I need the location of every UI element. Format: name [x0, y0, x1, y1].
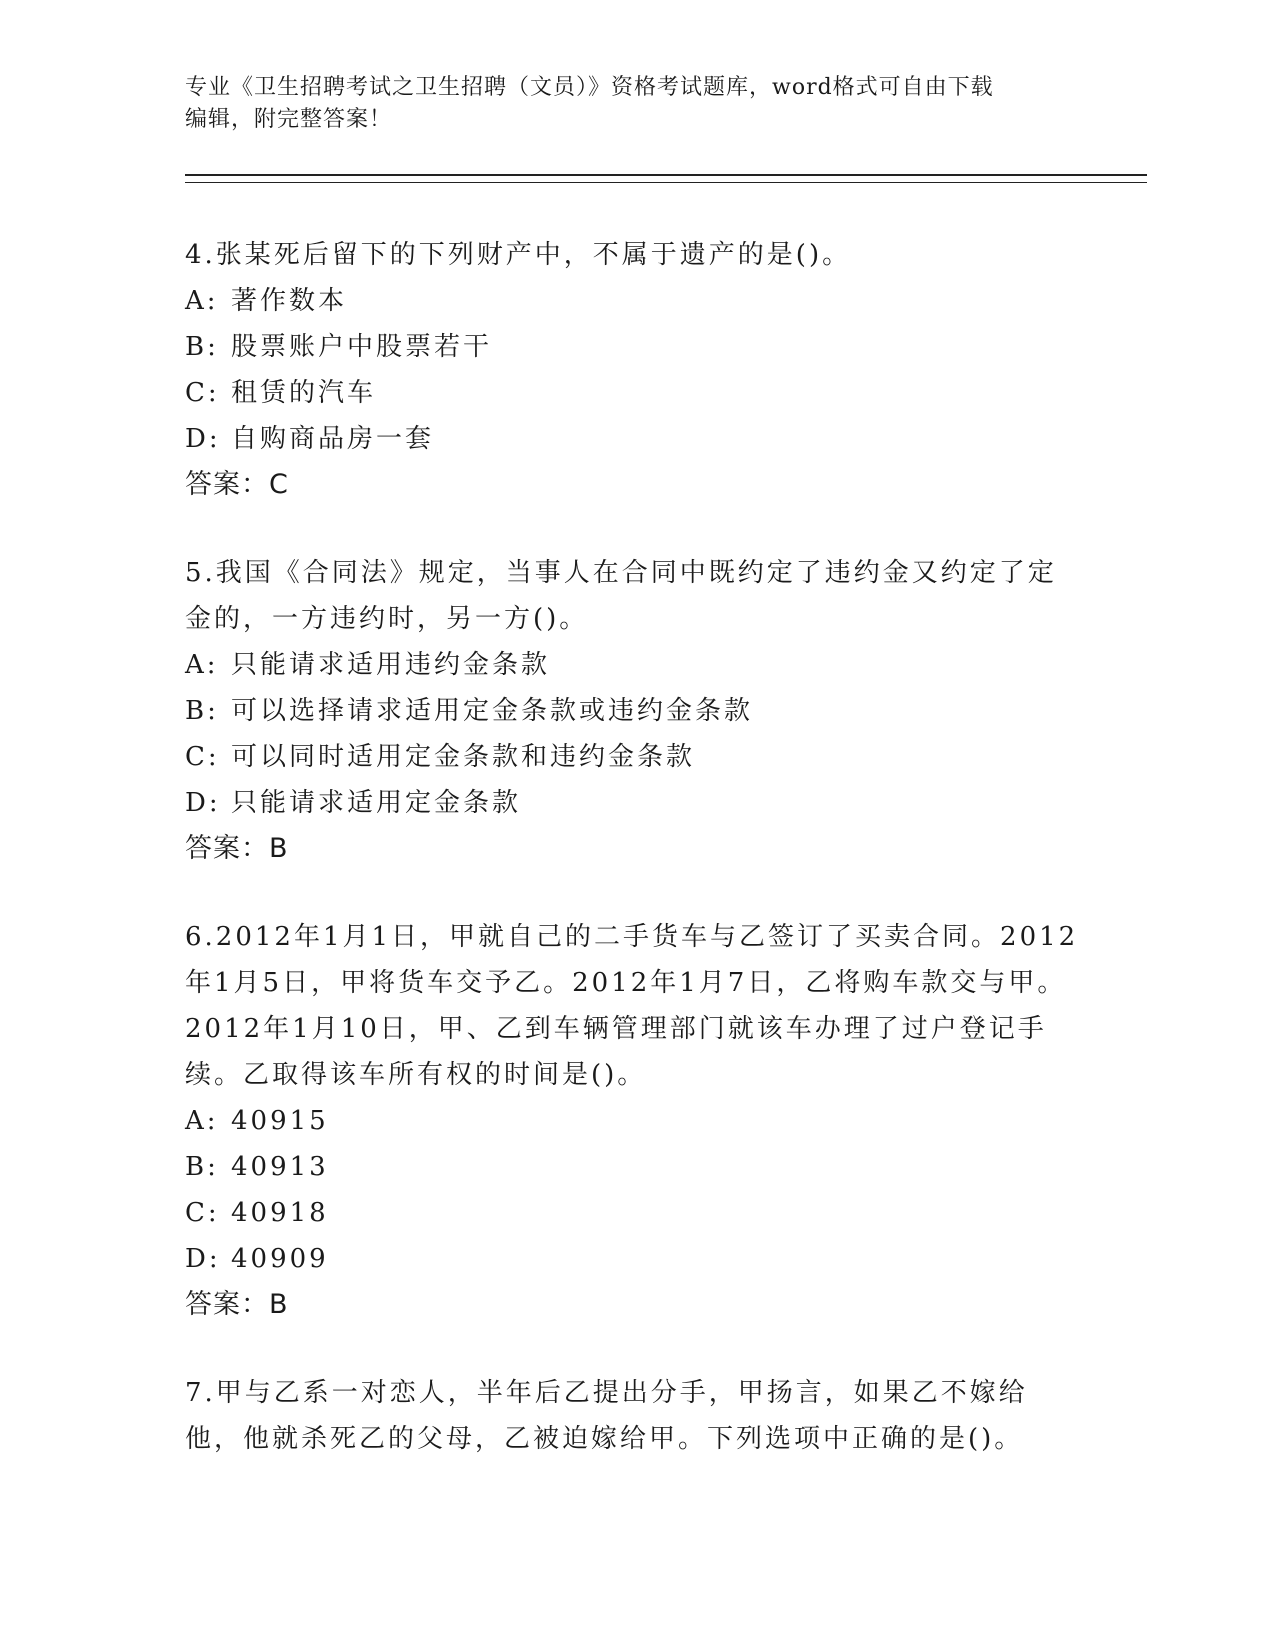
option-b: [185, 1144, 1085, 1190]
option-d: [185, 416, 1085, 462]
option-text: 可以选择请求适用定金条款或违约金条款: [231, 696, 754, 726]
option-letter: D:: [185, 1244, 221, 1274]
option-text: 40909: [231, 1244, 329, 1274]
option-letter: B:: [185, 696, 219, 726]
option-text: 40915: [231, 1106, 329, 1136]
option-letter: B:: [185, 332, 219, 362]
option-text: 只能请求适用定金条款: [231, 788, 522, 818]
answer-line: 答案：C: [185, 469, 289, 500]
question-text: 6.2012年1月1日，甲就自己的二手货车与乙签订了买卖合同。2012年1月5日，甲将货车交予乙。2012年1月7日，乙将购车款交与甲。2012年1月10日，甲、乙到车辆管理部门就该车办理了过户登记手续。乙取得该车所有权的时间是()。: [185, 922, 1079, 1090]
option-a: [185, 278, 1085, 324]
option-text: 可以同时适用定金条款和违约金条款: [231, 742, 696, 772]
option-c: [185, 734, 1085, 780]
option-c: [185, 370, 1085, 416]
question-5: [185, 550, 1085, 872]
option-a: [185, 642, 1085, 688]
option-letter: A:: [185, 650, 219, 680]
option-letter: B:: [185, 1152, 219, 1182]
option-text: 租赁的汽车: [231, 378, 377, 408]
option-b: [185, 324, 1085, 370]
option-letter: C:: [185, 1198, 220, 1228]
option-letter: A:: [185, 286, 219, 316]
option-letter: C:: [185, 378, 220, 408]
option-text: 自购商品房一套: [231, 424, 435, 454]
question-6: [185, 914, 1085, 1328]
question-list: [185, 232, 1085, 1504]
option-letter: A:: [185, 1106, 219, 1136]
option-text: 40918: [231, 1198, 329, 1228]
header-divider: [185, 174, 1147, 183]
question-text: 4.张某死后留下的下列财产中，不属于遗产的是()。: [185, 240, 852, 270]
option-d: [185, 780, 1085, 826]
question-4: [185, 232, 1085, 508]
option-text: 只能请求适用违约金条款: [231, 650, 551, 680]
option-text: 著作数本: [231, 286, 348, 316]
option-text: 40913: [231, 1152, 329, 1182]
option-d: [185, 1236, 1085, 1282]
question-text: 5.我国《合同法》规定，当事人在合同中既约定了违约金又约定了定金的，一方违约时，另一方()。: [185, 558, 1057, 634]
document-header: [185, 72, 1085, 136]
option-letter: D:: [185, 788, 221, 818]
option-text: 股票账户中股票若干: [231, 332, 493, 362]
option-a: [185, 1098, 1085, 1144]
answer-line: 答案：B: [185, 1289, 289, 1320]
answer-line: 答案：B: [185, 833, 289, 864]
option-b: [185, 688, 1085, 734]
option-c: [185, 1190, 1085, 1236]
header-line-1: 专业《卫生招聘考试之卫生招聘（文员）》资格考试题库，word格式可自由下载: [185, 75, 994, 100]
question-7: [185, 1370, 1085, 1462]
option-letter: D:: [185, 424, 221, 454]
option-letter: C:: [185, 742, 220, 772]
header-line-2: 编辑，附完整答案！: [185, 107, 393, 132]
question-text: 7.甲与乙系一对恋人，半年后乙提出分手，甲扬言，如果乙不嫁给他，他就杀死乙的父母，乙被迫嫁给甲。下列选项中正确的是()。: [185, 1378, 1028, 1454]
